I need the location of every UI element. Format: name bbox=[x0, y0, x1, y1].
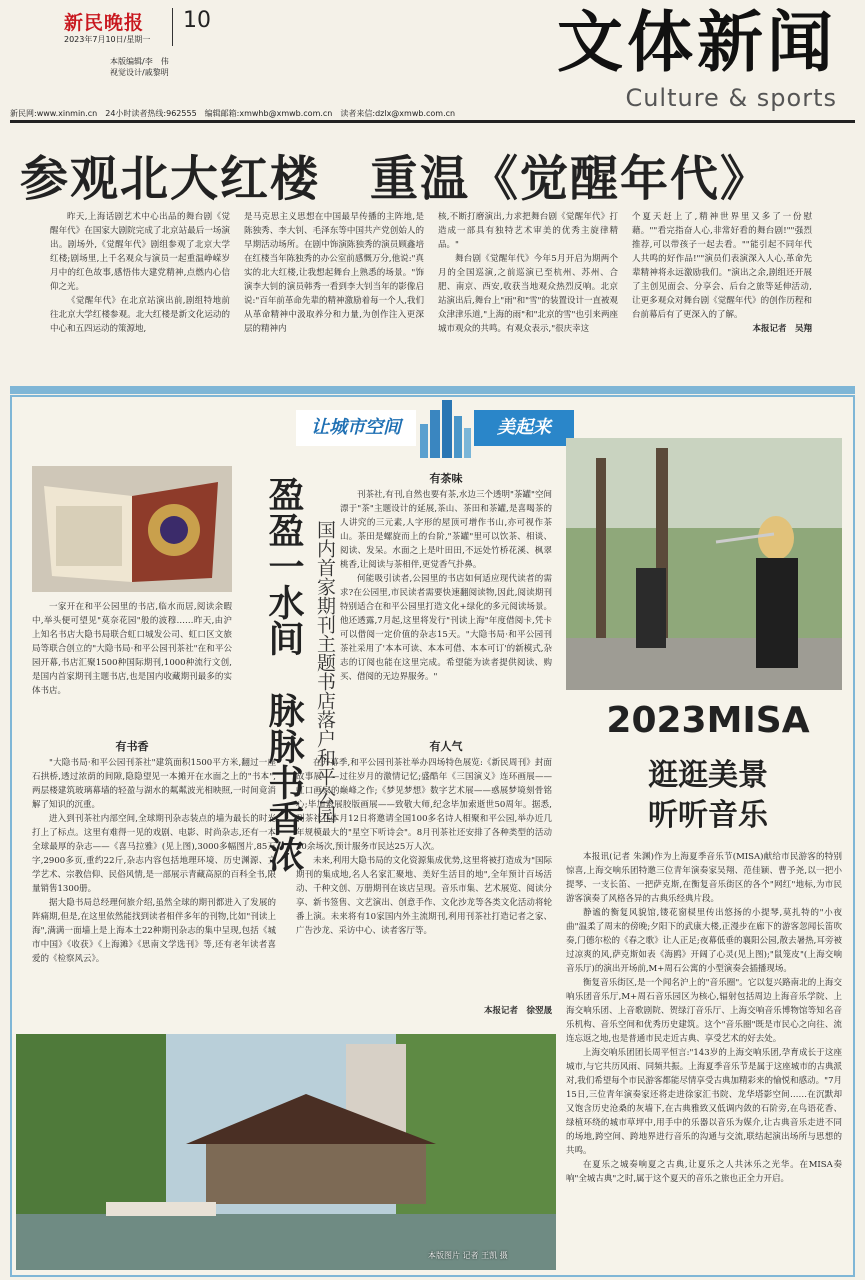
flutist-photo bbox=[566, 438, 842, 690]
banner-left-text: 让城市空间 bbox=[296, 410, 416, 446]
paragraph: 据大隐书局总经理何旅介绍,虽然全球的期刊都进入了发展的阵痛期,但是,在这里依然能找到读者相伴多年的刊物,比如"刊读上海",满满一面墙上是上海本土22种期刊杂志的集中呈现,包括《城市中国》《收获》《上海滩》《思南文学选刊》等,还有老年读者喜爱的《检察风云》。 bbox=[32, 898, 276, 964]
newspaper-logo: 新民晚报 bbox=[64, 12, 145, 34]
paragraph: 何能吸引读者,公园里的书店如何适应现代读者的需求?在公园里,市民读者需要快速翻阅读物,因此,阅读期刊特别适合在和平公园里打造文化+绿化的多元阅读场景。他还透露,7月起,这里将发行"刊读上海"年度借阅卡,凭卡可以借阅一定价值的杂志15天。"大隐书局·和平公园刊茶社采用了'本本可读、本本可借、本本可订'的新模式,杂志的订阅也能在这里完成。希望能为读者提供阅读、购买、借阅的无边界服务。" bbox=[340, 574, 552, 682]
paragraph: 核,不断打磨演出,力求把舞台剧《觉醒年代》打造成一部具有独特艺术审美的优秀主旋律精品。" bbox=[438, 212, 618, 250]
section-1-text bbox=[32, 756, 276, 1024]
editor-name: 本版编辑/李 伟 bbox=[110, 57, 169, 66]
paragraph: 上海交响乐团团长周平恒言:"143岁的上海交响乐团,孕育成长于这座城市,与它共历风雨、同频共振。上海夏季音乐节是属于这座城市的古典派对,我们希望每个市民游客都能尽情享受古典加精彩来的愉悦和感动。"7月15日,三位青年演奏家还将走进徐家汇书院、龙华塔影空间……在沉默却又饱含历史沧桑的灰墙下,在古典雅致又低调内敛的石阶旁,在鸟语花香、绿植环绕的城市草坪中,用手中的乐器以音乐为媒介,让古典音乐走进不同的场地,跨空间、跨地界进行音乐的沟通与交流,联结起演出场所与思想的共鸣。 bbox=[566, 1048, 842, 1156]
misa-subtitle bbox=[568, 756, 848, 836]
feature-intro bbox=[32, 600, 232, 720]
misa-subtitle-line-2: 听听音乐 bbox=[648, 798, 768, 833]
banner-right-text: 美起来 bbox=[474, 410, 574, 446]
subheading-2: 有茶味 bbox=[429, 472, 463, 485]
city-skyline-icon bbox=[418, 398, 472, 458]
paragraph: 本报讯(记者 朱渊)作为上海夏季音乐节(MISA)献给市民游客的特别惊喜,上海交响乐团特邀三位青年演奏家吴翔、范佳颖、曹予尧,以一把小提琴、一支长笛、一把萨克斯,在衡复音乐街区的各个"网红"地标,为市民游客演奏了风格各异的古典乐经典片段。 bbox=[566, 852, 842, 904]
feature-subtitle: 国内首家期刊主题书店落户和平公园 bbox=[314, 520, 336, 824]
paragraph: 《觉醒年代》在北京站演出前,剧组特地前往北京大学红楼参观。北大红楼是新文化运动的中心和五四运动的策源地, bbox=[50, 296, 230, 334]
subheading-1: 有书香 bbox=[115, 740, 149, 753]
subheading-3: 有人气 bbox=[429, 740, 463, 753]
photo-credit: 本版图片 记者 王凯 摄 bbox=[428, 1251, 508, 1260]
paragraph: 舞台剧《觉醒年代》今年5月开启为期两个月的全国巡演,之前巡演已至杭州、苏州、合肥、南京、西安,收获当地观众热烈反响。北京站演出后,舞台上"雨"和"雪"的装置设计一直被观众津津乐道,"上海的雨"和"北京的雪"也引来两座城市观众的共鸣。有观众表示,"很庆幸这 bbox=[438, 254, 618, 334]
misa-title: 2023MISA bbox=[606, 700, 810, 741]
feature-banner bbox=[296, 398, 574, 458]
paragraph: 未来,利用大隐书局的文化资源集成优势,这里将被打造成为"国际期刊的集成地,名人名家汇聚地、美好生活目的地",全年预计百场活动、千种文创、万册期刊在该店呈现。音乐市集、艺术展览、阅读分享、新书签售、文艺演出、创意手作、文化沙龙等各类文化活动将轮番上演。未来将有10家国内外主流期刊,利用刊茶社打造记者之家、广告沙龙、采访中心、读者客厅等。 bbox=[296, 856, 552, 936]
designer-name: 视觉设计/戚黎明 bbox=[110, 68, 169, 77]
paragraph: 进入到刊茶社内部空间,全球期刊杂志装点的墙为最长的时光打上了标点。这里有难得一见的戏剧、电影、时尚杂志,还有一本全球最厚的杂志——《喜马拉雅》(见上图),3000多幅图片,85万字,2900多页,重约22斤,杂志内容包括地理环境、历史渊源、文学艺术、宗教信仰、民俗风情,是一部展示青藏高原的百科全书,限量销售1300册。 bbox=[32, 814, 276, 894]
paragraph: "大隐书局·和平公园刊茶社"建筑面积1500平方米,翻过一座石拱桥,透过浓荫的间隙,隐隐望见一本摊开在水面之上的"书本",两层楼建筑玻璃幕墙的轻盈与湖水的粼粼波光相映照,一时间竟消解了知识的沉重。 bbox=[32, 758, 276, 810]
paragraph: 个夏天赶上了,精神世界里又多了一份慰藉。""看完指奋人心,非常好看的舞台剧!""强烈推荐,可以带孩子一起去看。""能引起不同年代人共鸣的好作品!""演员们表演深入人心,革命先辈精神将永远激励我们。"演出之余,剧组还开展了主创见面会、分享会、后台之旅等延伸活动,让更多观众对舞台剧《觉醒年代》的创作历程和台前幕后有了更深入的了解。 bbox=[632, 212, 812, 320]
feature-title: 盈盈一水间 脉脉书香浓 bbox=[263, 476, 305, 872]
byline: 本报记者 吴翔 bbox=[752, 324, 812, 334]
section-3-text bbox=[296, 756, 552, 1000]
paragraph: 静谧的衡复风貌馆,镂花窗棂里传出悠扬的小提琴,莫扎特的"小夜曲"温柔了周末的傍晚;夕阳下的武康大楼,正漫步在廊下的游客忽闻长笛吹奏,门德尔松的《春之歌》让人正足;夜幕低垂的襄阳公园,散去暑热,耳旁被过凉爽的风,萨克斯如表《海鸥》开阔了心灵(见上图);"鼠笼皮"(上海交响音乐厅)的演出开场前,M+周石公寓的小型演奏会插播现场。 bbox=[566, 908, 842, 974]
top-article-column-2 bbox=[244, 210, 424, 380]
page-number: 10 bbox=[172, 8, 211, 46]
section-title: 文体新闻 bbox=[557, 3, 837, 81]
paragraph: 刊茶社,有刊,自然也要有茶,水边三个透明"茶罐"空间漂于"茶"主题设计的延展,茶山、茶田和茶罐,是喜喝茶的人讲究的三元素,人字形的屋顶可增作书山,亦可视作茶山。茶田是螺旋而上的台阶,"茶罐"里可以饮茶、相谈、阅读、发呆。水面之上是叶田田,不远处竹桥花溪、枫翠桃香,让阅读与茶相伴,更觉香气扑鼻。 bbox=[340, 490, 552, 570]
section-subtitle: Culture & sports bbox=[625, 84, 837, 112]
top-article-column-4 bbox=[632, 210, 812, 380]
paragraph: 在夏乐之城奏响夏之古典,让夏乐之人共沐乐之光华。在MISA奏响"全城古典"之时,属于这个夏天的音乐之旅也正全力开启。 bbox=[566, 1160, 842, 1184]
top-article-column-1 bbox=[50, 210, 230, 380]
paragraph: 一家开在和平公园里的书店,临水而居,阅读余暇中,举头便可望见"莫奈花园"般的波穆……昨天,由沪上知名书店大隐书局联合虹口城发公司、虹口区文旅局等联合创立的"大隐书局·和平公园刊茶社"在和平公园开幕,书店汇聚1500种国际期刊,1000种流行文创,是国内首家期刊主题书店,也是国内收藏期刊最多的实体书店。 bbox=[32, 602, 232, 696]
feature-byline: 本报记者 徐翌晟 bbox=[483, 1006, 552, 1016]
section-2-text bbox=[340, 488, 552, 728]
paragraph: 是马克思主义思想在中国最早传播的主阵地,是陈独秀、李大钊、毛泽东等中国共产党创始人的早期活动场所。在剧中饰演陈独秀的演员顾鑫培在红楼当年陈独秀的办公室前感慨万分,他说:"真实的北大红楼,让我想起舞台上熟悉的场景。"饰演李大钊的演员韩秀一看到李大钊当年的影像启说:"百年前革命先辈的精神激励着每一个人,我们从革命精神中汲取养分和力量,为创作注入更深层的精神内 bbox=[244, 212, 424, 334]
misa-subtitle-line-1: 逛逛美景 bbox=[648, 758, 768, 793]
top-article-column-3 bbox=[438, 210, 618, 380]
bookstore-photo bbox=[16, 1034, 556, 1270]
paragraph: 在开幕季,和平公园刊茶社举办四场特色展览:《新民周刊》封面故事展——过往岁月的激情记忆;盛酷年《三国演义》连环画展——虹口画家的巅峰之作;《梦见梦想》数字艺术展——惑展梦境刻骨铭心;毕加索展胶版画展——致敬大师,纪念毕加索逝世50周年。据悉,刊茶社在本月12日将邀请全国100多名诗人相聚和平公园,举办近几年规模最大的"星空下听诗会"。8月刊茶社还安排了各种类型的活动30余场次,预计服务市民达25万人次。 bbox=[296, 758, 552, 852]
paragraph: 衡复音乐街区,是一个闻名沪上的"音乐圈"。它以复兴路南北的上海交响乐团音乐厅,M+周石音乐园区为核心,辐射包括周边上海音乐学院、上海交响乐团、上音歌剧院、贺绿汀音乐厅、上海交响音乐博物馆等知名音乐机构、音乐空间和优秀历史建筑。这个"音乐圈"既是市民心之向往、流连忘返之地,也是普通市民走近古典、享受艺术的好去处。 bbox=[566, 978, 842, 1044]
paragraph: 昨天,上海话剧艺术中心出品的舞台剧《觉醒年代》在国家大剧院完成了北京站最后一场演出。剧场外,《觉醒年代》剧组参观了北京大学红楼;剧场里,上千名观众与演员一起重温峥嵘岁月中的红色故事,感悟伟大建党精神,点燃内心信仰之光。 bbox=[50, 212, 230, 292]
main-headline: 参观北大红楼 重温《觉醒年代》 bbox=[20, 151, 771, 207]
editor-credits bbox=[110, 56, 169, 78]
feature-band bbox=[10, 386, 855, 394]
issue-date: 2023年7月10日/星期一 bbox=[64, 35, 151, 44]
magazine-photo bbox=[32, 466, 232, 592]
divider bbox=[10, 120, 855, 123]
contact-line: 新民网:www.xinmin.cn 24小时读者热线:962555 编辑邮箱:xmwhb@xmwb.com.cn 读者来信:dzlx@xmwb.com.cn bbox=[10, 109, 456, 118]
misa-article bbox=[566, 850, 842, 1270]
